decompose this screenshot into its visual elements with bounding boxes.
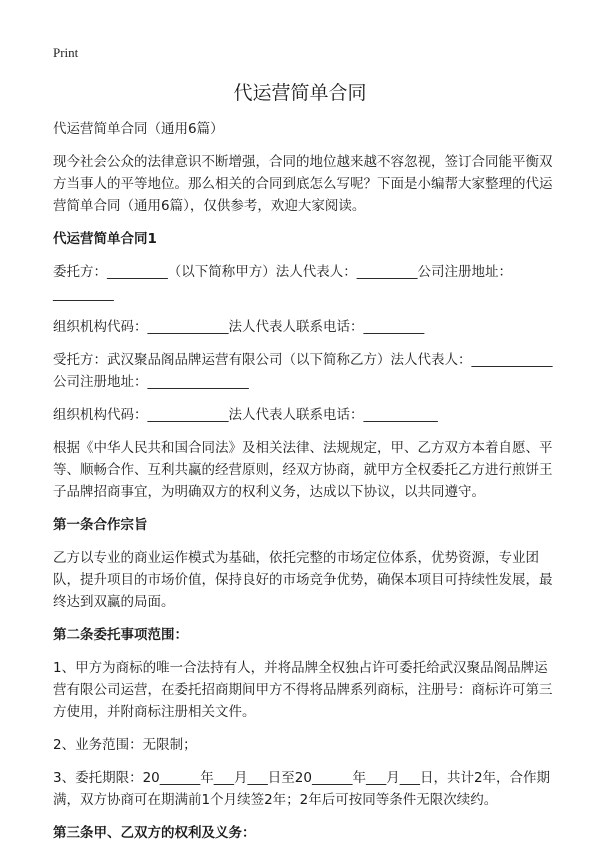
paragraph: 1、甲方为商标的唯一合法持有人，并将品牌全权独占许可委托给武汉聚品阁品牌运营有限公司运营，在委托招商期间甲方不得将品牌系列商标，注册号：商标许可第三方使用，并附商标注册相关文件。 [53, 660, 553, 720]
paragraph: 3、委托期限：20______年___月___日至20______年___月___日，共计2年，合作期满，双方协商可在期满前1个月续签2年；2年后可按同等条件无限次续约。 [53, 770, 551, 808]
paragraph: 根据《中华人民共和国合同法》及相关法律、法规规定，甲、乙方双方本着自愿、平等、顺畅合作、互利共赢的经营原则，经双方协商，就甲方全权委托乙方进行煎饼王子品牌招商事宜，为明确双方的权利义务，达成以下协议，以共同遵守。 [53, 440, 553, 500]
paragraph: 委托方：_________（以下简称甲方）法人代表人：_________公司注册地址：_________ [53, 264, 512, 302]
paragraph: 组织机构代码：____________法人代表人联系电话：___________ [53, 407, 438, 423]
document-body [53, 118, 553, 855]
section-heading: 第二条委托事项范围： [53, 627, 188, 643]
paragraph: 受托方：武汉聚品阁品牌运营有限公司（以下简称乙方）法人代表人：____________公司注册地址：_______________ [53, 352, 553, 390]
section-heading: 第一条合作宗旨 [53, 517, 148, 533]
paragraph: 乙方以专业的商业运作模式为基础，依托完整的市场定位体系，优势资源，专业团队，提升项目的市场价值，保持良好的市场竞争优势，确保本项目可持续性发展，最终达到双赢的局面。 [53, 550, 553, 610]
section-heading: 第三条甲、乙双方的权利及义务： [53, 825, 256, 841]
paragraph: 代运营简单合同（通用6篇） [53, 121, 224, 137]
paragraph: 组织机构代码：____________法人代表人联系电话：_________ [53, 319, 425, 335]
print-link[interactable]: Print [53, 45, 79, 60]
paragraph: 现今社会公众的法律意识不断增强，合同的地位越来越不容忽视，签订合同能平衡双方当事人的平等地位。那么相关的合同到底怎么写呢？下面是小编帮大家整理的代运营简单合同（通用6篇），仅供参考，欢迎大家阅读。 [53, 154, 553, 214]
section-heading: 代运营简单合同1 [53, 231, 157, 247]
document-title: 代运营简单合同 [233, 82, 367, 104]
paragraph: 2、业务范围：无限制； [53, 737, 197, 753]
